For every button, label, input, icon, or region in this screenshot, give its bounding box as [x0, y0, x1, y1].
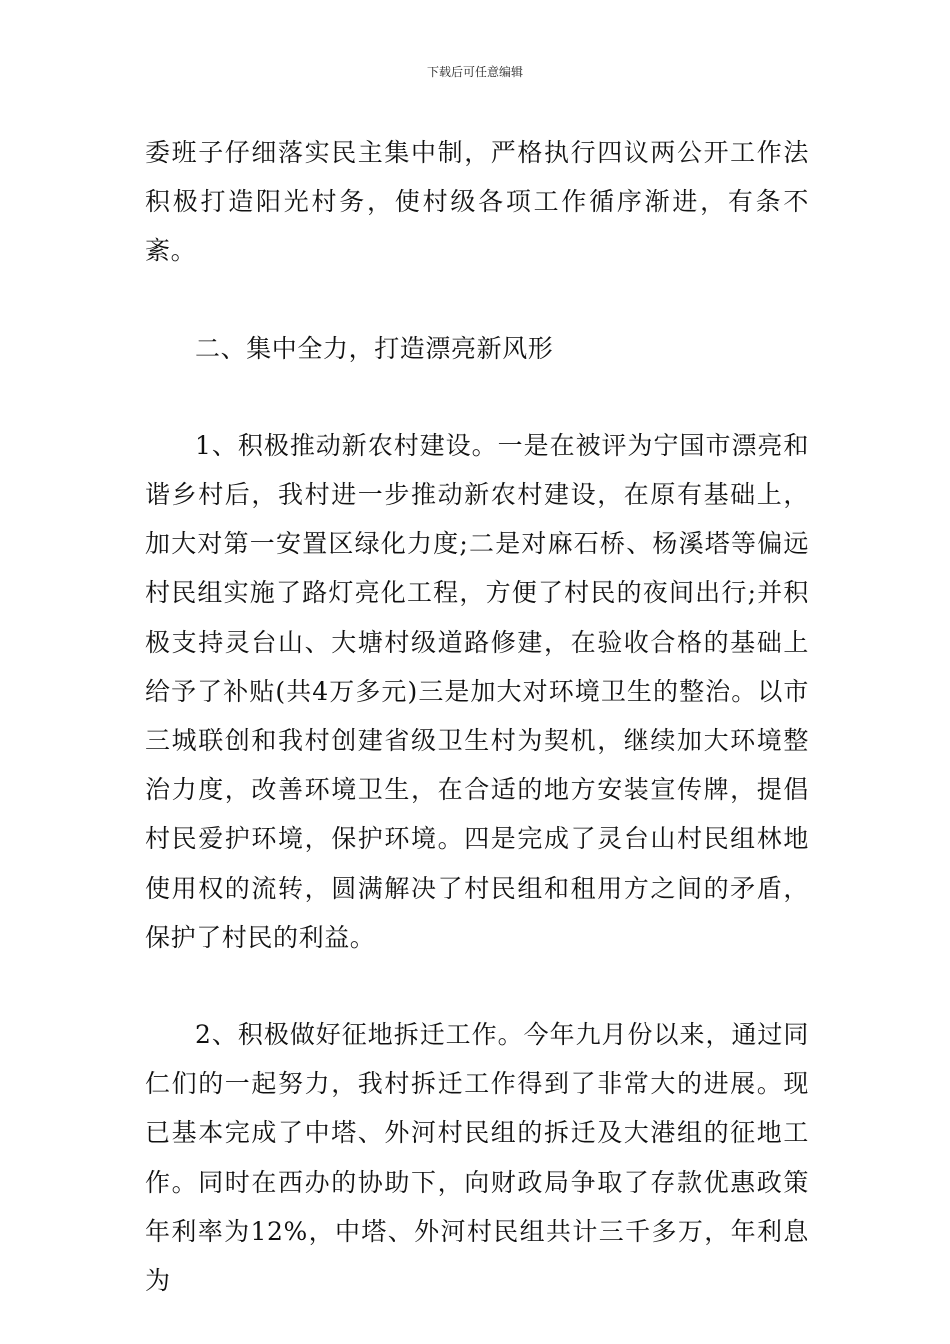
paragraph-continuation: 委班子仔细落实民主集中制，严格执行四议两公开工作法积极打造阳光村务，使村级各项工作循序渐进，有条不紊。 — [145, 138, 809, 266]
paragraph-item-2: 2、积极做好征地拆迁工作。今年九月份以来，通过同仁们的一起努力，我村拆迁工作得到了非常大的进展。现已基本完成了中塔、外河村民组的拆迁及大港组的征地工作。同时在西办的协助下，向财政局争取了存款优惠政策年利率为12%，中塔、外河村民组共计三千多万，年利息为 — [145, 1020, 809, 1296]
paragraph-item-1: 1、积极推动新农村建设。一是在被评为宁国市漂亮和谐乡村后，我村进一步推动新农村建设，在原有基础上，加大对第一安置区绿化力度;二是对麻石桥、杨溪塔等偏远村民组实施了路灯亮化工程，方便了村民的夜间出行;并积极支持灵台山、大塘村级道路修建，在验收合格的基础上给予了补贴(共4万多元)三是加大对环境卫生的整治。以市三城联创和我村创建省级卫生村为契机，继续加大环境整治力度，改善环境卫生，在合适的地方安装宣传牌，提倡村民爱护环境，保护环境。四是完成了灵台山村民组林地使用权的流转，圆满解决了村民组和租用方之间的矛盾，保护了村民的利益。 — [145, 430, 809, 952]
document-body — [145, 128, 809, 1305]
section-heading: 二、集中全力，打造漂亮新风形 — [195, 333, 554, 363]
page-header-note: 下载后可任意编辑 — [426, 65, 523, 79]
